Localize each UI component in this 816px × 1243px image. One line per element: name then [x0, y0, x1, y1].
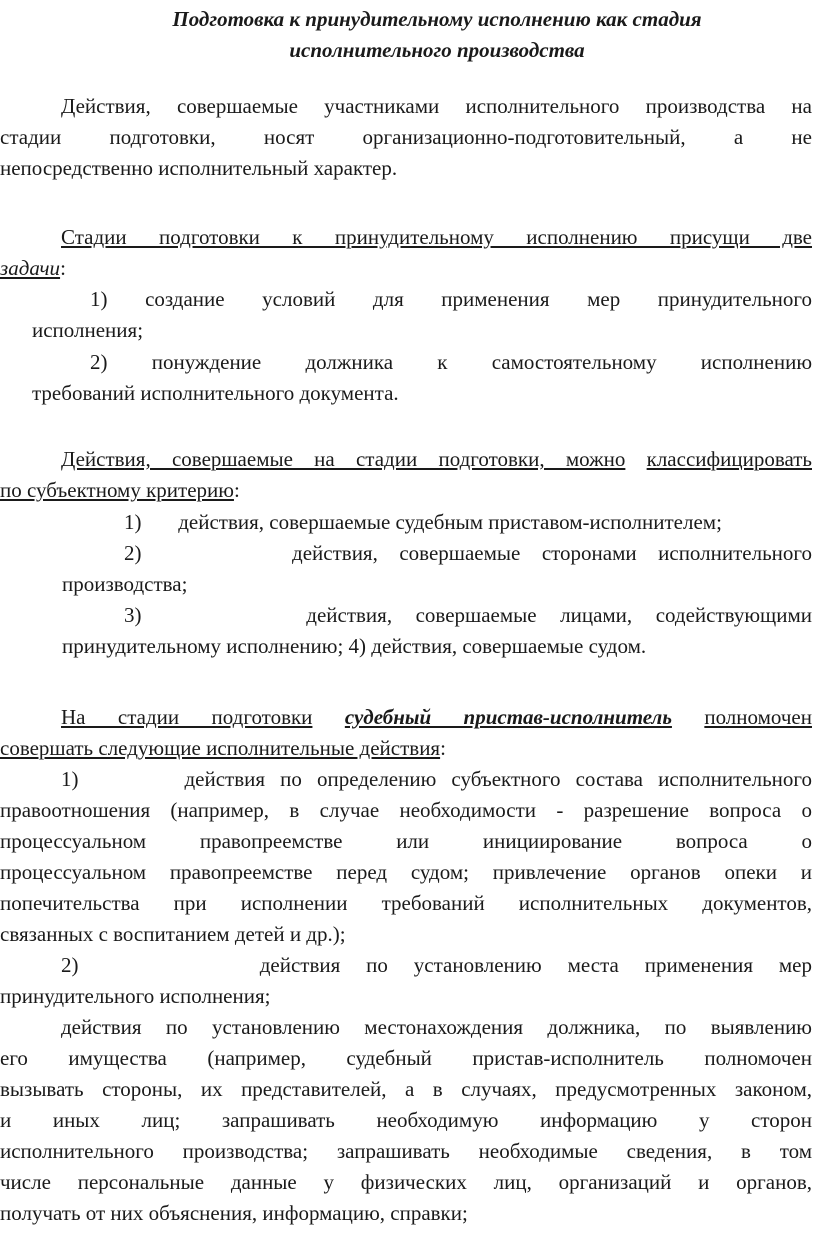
classify-heading-line-1 — [0, 444, 812, 475]
tasks-heading-line-1: Стадии подготовки к принудительному исполнению присущи две — [61, 225, 812, 249]
classify-heading-criterion: по субъектному критерию — [0, 478, 234, 502]
task-item-2-line-1 — [32, 347, 812, 378]
bailiff-p3-line-2: его имущества (например, судебный пристав-исполнитель полномочен — [0, 1046, 812, 1070]
classify-item-1: 1) действия, совершаемые судебным приставом-исполнителем; — [124, 510, 722, 534]
classify-list — [62, 507, 812, 662]
bailiff-heading-part-a: На стадии подготовки — [61, 705, 313, 729]
task-item-1-text: создание условий для применения мер принудительного — [145, 287, 812, 311]
bailiff-p3-line-3: вызывать стороны, их представителей, а в случаях, предусмотренных законом, — [0, 1077, 812, 1101]
bailiff-p1-line-6: связанных с воспитанием детей и др.); — [0, 922, 346, 946]
task-item-1-line-1 — [32, 284, 812, 315]
bailiff-section — [0, 702, 812, 1229]
bailiff-heading-part-b: полномочен — [704, 705, 812, 729]
bailiff-heading-line-2 — [0, 733, 812, 764]
task-item-2-line-2: требований исполнительного документа. — [32, 381, 399, 405]
tasks-heading-colon: : — [60, 256, 66, 280]
bailiff-p2-line-1: 2) действия по установлению места применения мер — [61, 953, 812, 977]
bailiff-p3-line-5: исполнительного производства; запрашивать необходимые сведения, в том — [0, 1139, 812, 1163]
classify-heading-part-a: Действия, совершаемые на стадии подготовки, можно — [61, 447, 626, 471]
title-line-1: Подготовка к принудительному исполнению как стадия — [172, 7, 702, 31]
bailiff-p3-line-1: действия по установлению местонахождения должника, по выявлению — [61, 1015, 812, 1039]
tasks-heading-line-2 — [0, 253, 812, 284]
classify-item-3-line-1: 3) действия, совершаемые лицами, содействующими — [124, 603, 812, 627]
task-item-1 — [32, 284, 812, 346]
bailiff-heading-colon: : — [440, 736, 446, 760]
tasks-heading-emphasis: задачи — [0, 256, 61, 280]
classify-section — [0, 444, 812, 506]
classify-heading-colon: : — [233, 478, 240, 502]
classify-item-2-line-2: производства; — [62, 572, 188, 596]
intro-line-2: стадии подготовки, носят организационно-подготовительный, а не — [0, 125, 812, 149]
task-item-1-number: 1) — [90, 287, 108, 311]
bailiff-p3-line-6: числе персональные данные у физических лиц, организаций и органов, — [0, 1170, 812, 1194]
task-item-2 — [32, 347, 812, 409]
classify-item-3-line-2: принудительному исполнению; 4) действия, совершаемые судом. — [62, 634, 647, 658]
document-title — [0, 4, 816, 66]
intro-line-1: Действия, совершаемые участниками исполнительного производства на — [61, 94, 812, 118]
task-item-2-number: 2) — [90, 350, 108, 374]
bailiff-p3-line-7: получать от них объяснения, информацию, справки; — [0, 1201, 468, 1225]
bailiff-heading-line-1 — [0, 702, 812, 733]
classify-item-2-line-1: 2) действия, совершаемые сторонами исполнительного — [124, 541, 812, 565]
task-item-1-line-2: исполнения; — [32, 318, 144, 342]
bailiff-p1-line-5: попечительства при исполнении требований исполнительных документов, — [0, 891, 812, 915]
title-line-2: исполнительного производства — [289, 38, 585, 62]
classify-heading-line-2 — [0, 475, 812, 506]
intro-paragraph — [0, 91, 812, 184]
bailiff-heading-emphasis: судебный пристав-исполнитель — [344, 705, 672, 729]
bailiff-p1-line-3: процессуальном правопреемстве или инициирование вопроса о — [0, 829, 812, 853]
intro-line-3: непосредственно исполнительный характер. — [0, 156, 398, 180]
tasks-section — [0, 222, 812, 284]
bailiff-p1-line-1: 1) действия по определению субъектного состава исполнительного — [61, 767, 812, 791]
bailiff-heading-actions: совершать следующие исполнительные действия — [0, 736, 441, 760]
bailiff-p1-line-2: правоотношения (например, в случае необходимости - разрешение вопроса о — [0, 798, 812, 822]
bailiff-p1-line-4: процессуальном правопреемстве перед судом; привлечение органов опеки и — [0, 860, 812, 884]
bailiff-p3-line-4: и иных лиц; запрашивать необходимую информацию у сторон — [0, 1108, 812, 1132]
bailiff-p2-line-2: принудительного исполнения; — [0, 984, 271, 1008]
task-item-2-text: понуждение должника к самостоятельному исполнению — [151, 350, 813, 374]
classify-heading-part-b: классифицировать — [646, 447, 812, 471]
